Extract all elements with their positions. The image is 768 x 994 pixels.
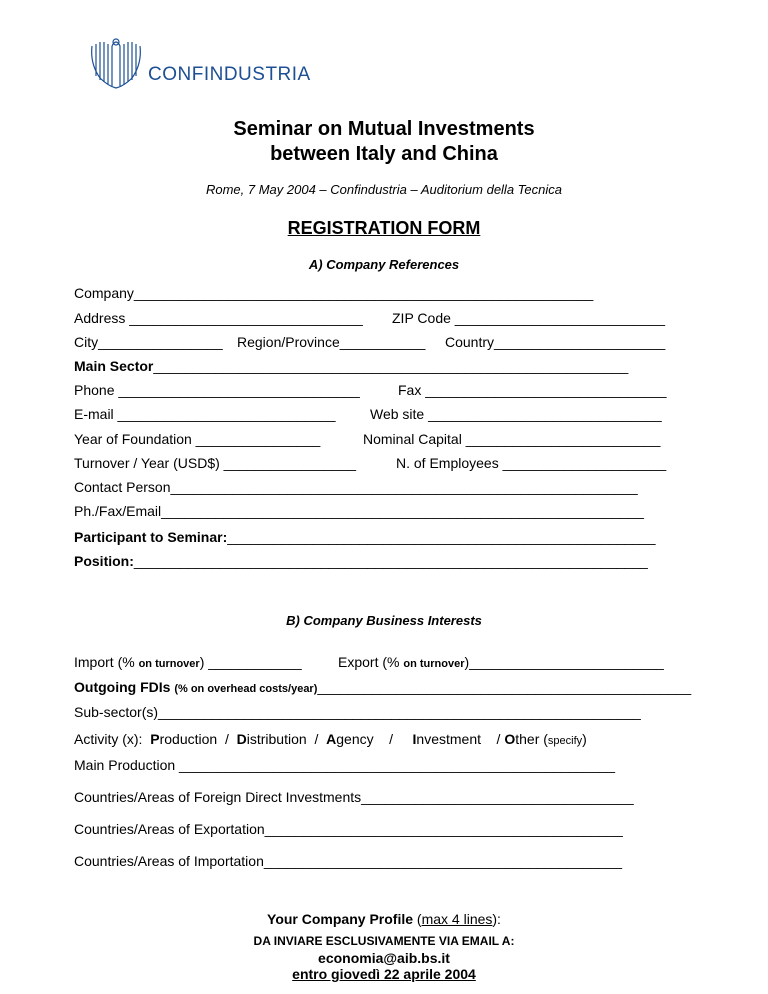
seminar-title-line2: between Italy and China [270,143,498,165]
contact-person-field[interactable]: Contact Person____________________________________________________________ [74,479,638,495]
send-note: DA INVIARE ESCLUSIVAMENTE VIA EMAIL A: [253,934,515,948]
import-unit: on turnover [138,658,200,670]
confindustria-eagle-icon [86,36,146,90]
countries-import-field[interactable]: Countries/Areas of Importation______________________________________________ [74,853,623,869]
deadline: entro giovedì 22 aprile 2004 [292,966,476,982]
countries-export-field[interactable]: Countries/Areas of Exportation______________________________________________ [74,821,623,837]
region-field[interactable]: Region/Province___________ [237,334,426,350]
fax-field[interactable]: Fax _______________________________ [398,382,667,398]
nominal-capital-field[interactable]: Nominal Capital _________________________ [363,431,661,447]
position-field[interactable] [74,553,648,570]
import-label: Import (% [74,654,135,670]
main-sector-field[interactable] [74,358,628,375]
export-field[interactable] [338,654,664,673]
section-b-heading: B) Company Business Interests [286,613,482,628]
turnover-field[interactable]: Turnover / Year (USD$) _________________ [74,455,357,471]
activity-distribution[interactable]: Distribution [236,731,307,747]
export-line[interactable]: )_________________________ [464,654,664,670]
employees-field[interactable]: N. of Employees _____________________ [396,455,667,471]
send-email[interactable]: economia@aib.bs.it [318,950,450,966]
export-label: Export (% [338,654,400,670]
position-line[interactable]: __________________________________________________________________ [133,553,648,569]
activity-production[interactable]: Production [150,731,218,747]
countries-fdi-field[interactable]: Countries/Areas of Foreign Direct Investments___________________________________ [74,789,634,805]
import-field[interactable] [74,654,302,673]
activity-row: Activity (x): Production / Distribution / Agency / Investment / Other (specify) [74,731,587,747]
activity-agency[interactable]: Agency [326,731,374,747]
year-foundation-field[interactable]: Year of Foundation ________________ [74,431,321,447]
activity-investment[interactable]: Investment [412,731,481,747]
activity-label: Activity (x): [74,731,143,747]
website-field[interactable]: Web site ______________________________ [370,406,662,422]
participant-label: Participant to Seminar: [74,529,228,545]
confindustria-wordmark: CONFINDUSTRIA [148,64,311,85]
email-field[interactable]: E-mail ____________________________ [74,406,336,422]
address-field[interactable]: Address ______________________________ [74,310,363,326]
section-a-heading: A) Company References [308,257,460,272]
fdi-line[interactable]: ________________________________________________ [317,679,692,695]
activity-other[interactable]: Other (specify) [504,731,587,747]
company-field[interactable]: Company___________________________________________________________ [74,285,594,301]
subsector-field[interactable]: Sub-sector(s)______________________________________________________________ [74,704,641,720]
position-label: Position: [74,553,134,569]
fdi-label: Outgoing FDIs [74,679,171,695]
zip-field[interactable]: ZIP Code ___________________________ [392,310,665,326]
form-title: REGISTRATION FORM [287,218,481,238]
import-line[interactable]: ) ____________ [199,654,302,670]
fdi-field[interactable] [74,679,691,698]
participant-line[interactable]: _______________________________________________________ [227,529,656,545]
main-production-field[interactable]: Main Production ________________________________________________________ [74,757,616,773]
company-profile-heading: Your Company Profile (max 4 lines): [267,911,501,927]
export-unit: on turnover [403,658,465,670]
main-sector-line[interactable]: _____________________________________________________________ [153,358,629,374]
participant-field[interactable] [74,529,656,546]
fdi-unit: (% on overhead costs/year) [174,683,318,695]
seminar-subtitle: Rome, 7 May 2004 – Confindustria – Auditorium della Tecnica [205,182,562,197]
city-field[interactable]: City________________ [74,334,223,350]
main-sector-label: Main Sector [74,358,154,374]
ph-fax-email-field[interactable]: Ph./Fax/Email______________________________________________________________ [74,503,644,519]
country-field[interactable]: Country______________________ [445,334,666,350]
phone-field[interactable]: Phone _______________________________ [74,382,360,398]
seminar-title-line1: Seminar on Mutual Investments [233,118,535,140]
